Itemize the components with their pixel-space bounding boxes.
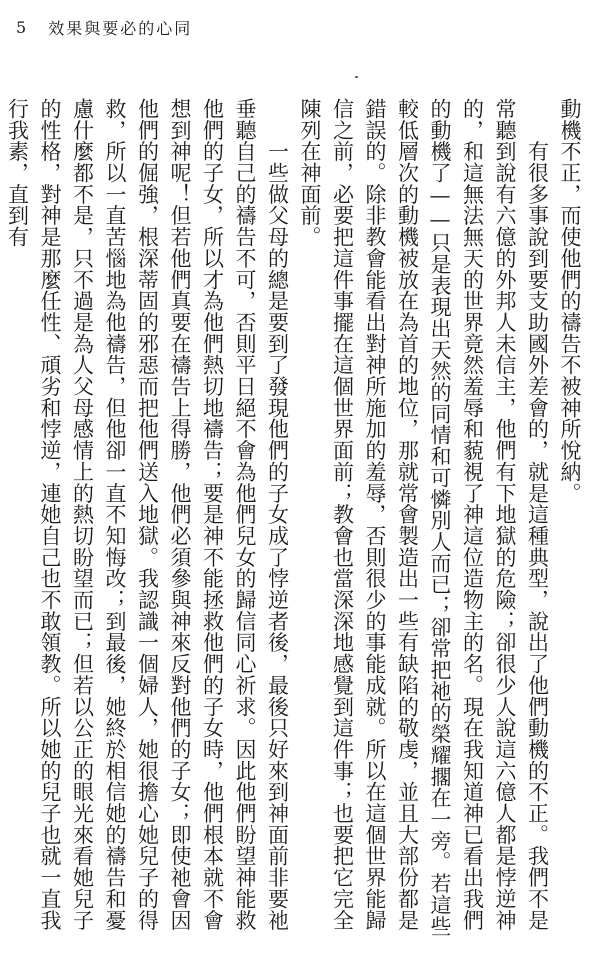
paragraph: 動機不正，而使他們的禱告不被神所悅納。 [558, 98, 582, 504]
page-number: 5 [16, 17, 29, 37]
chapter-title: 效果與要必的心同 [48, 18, 193, 38]
page-header [16, 14, 192, 40]
paragraph: 有很多事說到要支助國外差會的，就是這種典型，說出了他們動機的不正。我們不是常聽到說有六億的外邦人未信主，他們有下地獄的危險；卻很少人說這六億人都是悖逆神的，和這無法無天的世界竟然羞辱和藐視了神這位造物主的名。現在我知道神已看出我們的動機了——只是表現出天然的同情和可憐別人而已；卻常把祂的榮耀擱在一旁。若這些較低層次的動機被放在為首的地位，那就常會製造出一些有缺陷的敬虔，並且大部份都是錯誤的。除非教會能看出對神所施加的羞辱，否則很少的事能成就。所以在這個世界能歸信之前，必要把這件事擺在這個世界面前；教會也當深深地感覺到這件事；也要把它完全陳列在神面前。 [298, 98, 550, 937]
paragraph: 一些做父母的總是要到了發現他們的子女成了悖逆者後，最後只好來到神面前非要祂垂聽自己的禱告不可，否則平日絕不會為他們兒女的歸信同心祈求。因此他們盼望神能救他們的子女，所以才為他們熱切地禱告；要是神不能拯救他們的子女時，他們根本就不會想到神呢！但若他們真要在禱告上得勝，他們必須參與神來反對他們的子女；即使祂會因他們的倔強，根深蒂固的邪惡而把他們送入地獄。我認識一個婦人，她很擔心她兒子的得救，所以一直苦惱地為他禱告，但他卻一直不知悔改；到最後，她終於相信她的禱告和憂慮什麼都不是，只不過是為人父母感情上的熱切盼望而已；但若以公正的眼光來看她兒子的性格，對神是那麼任性、頑劣和悖逆，連她自己也不敢領教。所以她的兒子也就一直我行我素，直到有 [6, 98, 290, 931]
print-speck [355, 76, 358, 78]
body-text [6, 98, 586, 940]
